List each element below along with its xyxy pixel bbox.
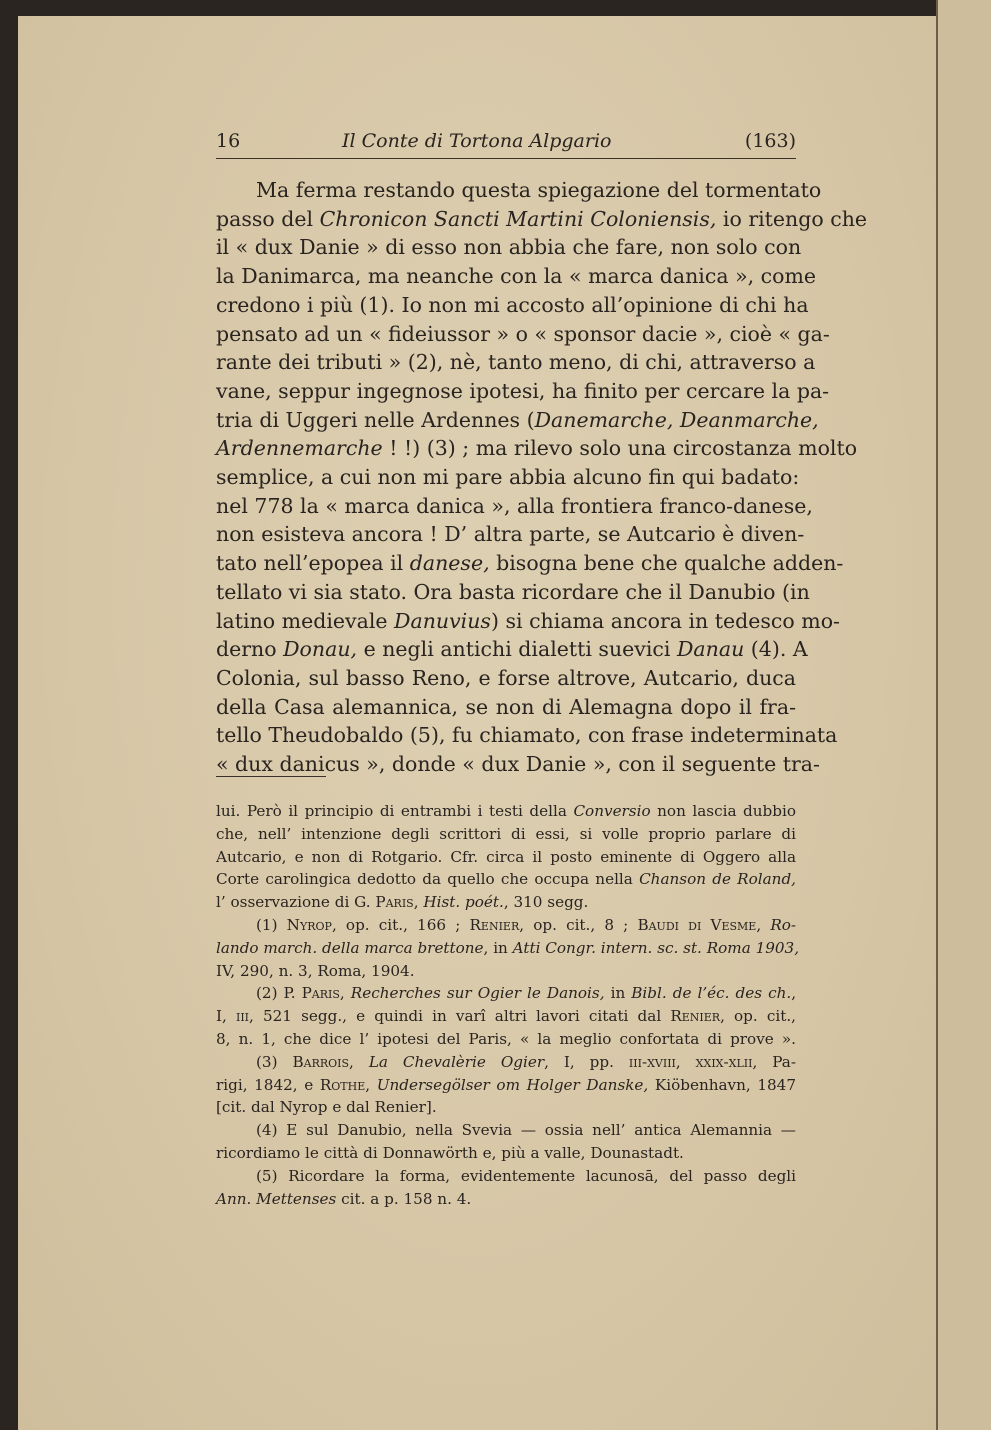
italic-run: Hist. poét.: [423, 893, 504, 912]
small-caps-run: Paris: [301, 984, 340, 1003]
body-line: [216, 664, 796, 693]
body-line: [216, 750, 820, 779]
body-line: [216, 291, 809, 320]
footnote-line: [216, 1119, 796, 1142]
footnote-line: [216, 937, 800, 960]
text-run: ,: [791, 984, 797, 1003]
text-run: (4). A: [744, 637, 808, 662]
small-caps-run: Paris: [375, 893, 414, 912]
header-rule: [216, 158, 796, 159]
text-run: Corte carolingica dedotto da quello che occupa nella: [216, 870, 640, 889]
footnote-line: [216, 1096, 796, 1119]
text-run: ,: [339, 984, 351, 1003]
small-caps-run: Renier: [670, 1007, 721, 1026]
small-caps-run: Baudi di Vesme: [637, 915, 757, 934]
text-run: semplice, a cui non mi pare abbia alcuno fin qui badato:: [216, 465, 800, 490]
text-run: , op. cit., 8 ;: [519, 915, 638, 934]
text-run: (3): [256, 1052, 293, 1071]
italic-run: lando march. della marca brettone: [216, 938, 484, 957]
text-run: Autcario, e non di Rotgario. Cfr. circa il posto eminente di Oggero alla: [216, 847, 796, 866]
text-run: derno: [216, 637, 284, 662]
section-number: (163): [744, 130, 796, 152]
text-run: non esisteva ancora ! D’ altra parte, se Autcario è diven-: [216, 522, 805, 547]
body-line: [216, 578, 810, 607]
text-run: credono i più (1). Io non mi accosto all’opinione di chi ha: [216, 292, 809, 317]
text-run: Kiöbenhavn, 1847: [648, 1075, 797, 1094]
small-caps-run: iii-xviii, xxix-xlii: [628, 1052, 753, 1071]
text-run: , 310 segg.: [503, 893, 589, 912]
footnote-line: [216, 891, 796, 914]
small-caps-run: Nyrop: [286, 915, 332, 934]
text-run: ! !) (3) ; ma rilevo solo una circostanza molto: [382, 436, 858, 461]
body-line: [216, 233, 802, 262]
body-line: [216, 320, 830, 349]
body-line: [216, 176, 822, 205]
text-run: , op. cit., 166 ;: [331, 915, 470, 934]
text-run: , I, pp.: [544, 1052, 629, 1071]
text-run: latino medievale: [216, 608, 395, 633]
text-run: ) si chiama ancora in tedesco mo-: [490, 608, 840, 633]
italic-run: Undersegölser om Holger Danske,: [376, 1075, 649, 1094]
italic-run: Danemarche, Deanmarche,: [534, 407, 819, 432]
text-run: (4) E sul Danubio, nella Svevia — ossia nell’ antica Alemannia —: [256, 1121, 796, 1140]
body-line: [216, 406, 819, 435]
body-line: [216, 348, 816, 377]
text-run: cit. a p. 158 n. 4.: [336, 1189, 472, 1208]
italic-run: La Chevalèrie Ogier: [368, 1052, 545, 1071]
text-run: IV, 290, n. 3, Roma, 1904.: [216, 961, 415, 980]
text-run: io ritengo che: [716, 206, 868, 231]
page-number: 16: [216, 130, 241, 152]
text-run: [cit. dal Nyrop e dal Renier].: [216, 1098, 437, 1117]
text-run: pensato ad un « fideiussor » o « sponsor dacie », cioè « ga-: [216, 321, 830, 346]
text-run: nel 778 la « marca danica », alla frontiera franco-danese,: [216, 493, 813, 518]
body-line: [216, 693, 796, 722]
footnotes: [216, 800, 800, 1210]
text-run: ricordiamo le città di Donnawörth e, più a valle, Dounastadt.: [216, 1143, 684, 1162]
italic-run: Bibl. de l’éc. des ch.: [631, 984, 792, 1003]
body-line: [216, 549, 844, 578]
text-run: il « dux Danie » di esso non abbia che fare, non solo con: [216, 235, 802, 260]
small-caps-run: iii: [235, 1007, 250, 1026]
body-line: [216, 721, 838, 750]
italic-run: Danuvius: [394, 608, 491, 633]
text-run: vane, seppur ingegnose ipotesi, ha finito per cercare la pa-: [216, 378, 830, 403]
text-run: la Danimarca, ma neanche con la « marca danica », come: [216, 264, 817, 289]
body-line: [216, 463, 800, 492]
body-line: [216, 377, 830, 406]
footnote-line: [216, 1188, 796, 1211]
text-run: in: [604, 984, 632, 1003]
adjacent-page-edge: [936, 0, 991, 1430]
text-run: Colonia, sul basso Reno, e forse altrove, Autcario, duca: [216, 665, 796, 690]
text-run: e negli antichi dialetti suevici: [357, 637, 677, 662]
footnote-line: [216, 960, 796, 983]
italic-run: Recherches sur Ogier le Danois,: [350, 984, 605, 1003]
footnote-line: [216, 800, 796, 823]
footnote-line: [216, 1165, 796, 1188]
footnote-line: [216, 1051, 796, 1074]
body-line: [216, 492, 813, 521]
text-run: della Casa alemannica, se non di Alemagna dopo il fra-: [216, 694, 796, 719]
body-line: [216, 635, 808, 664]
text-run: rigi, 1842, e: [216, 1075, 320, 1094]
text-run: « dux danicus », donde « dux Danie », con il seguente tra-: [216, 752, 820, 777]
body-line: [216, 520, 805, 549]
footnote-line: [216, 1074, 796, 1097]
main-text: [216, 176, 868, 779]
text-run: l’ osservazione di G.: [216, 893, 376, 912]
body-line: [216, 607, 840, 636]
footnote-line: [216, 823, 796, 846]
text-run: (2) P.: [256, 984, 302, 1003]
italic-run: Chronicon Sancti Martini Coloniensis,: [319, 206, 717, 231]
running-header: [216, 130, 796, 154]
text-run: lui. Però il principio di entrambi i testi della: [216, 802, 574, 820]
footnote-line: [216, 1142, 796, 1165]
small-caps-run: Renier: [469, 915, 520, 934]
text-run: (1): [256, 915, 287, 934]
small-caps-run: Barrois: [292, 1052, 350, 1071]
text-run: (5) Ricordare la forma, evidentemente lacunosā, del passo degli: [256, 1166, 796, 1185]
text-run: Ma ferma restando questa spiegazione del tormentato: [256, 178, 822, 202]
footnote-line: [216, 1005, 796, 1028]
running-title: Il Conte di Tortona Alpgario: [342, 130, 612, 152]
text-run: ,: [413, 893, 424, 912]
italic-run: Atti Congr. intern. sc. st. Roma 1903,: [512, 938, 800, 957]
text-run: passo del: [216, 206, 320, 231]
footnote-line: [216, 914, 796, 937]
text-run: , Pa-: [752, 1052, 796, 1071]
italic-run: danese,: [409, 551, 490, 576]
text-run: ,: [756, 915, 771, 934]
text-run: tria di Uggeri nelle Ardennes (: [216, 407, 535, 432]
text-run: 8, n. 1, che dice l’ ipotesi del Paris, « la meglio confortata di prove ».: [216, 1029, 796, 1048]
text-run: ,: [365, 1075, 377, 1094]
text-run: rante dei tributi » (2), nè, tanto meno, di chi, attraverso a: [216, 350, 816, 375]
italic-run: Danau: [676, 637, 745, 662]
text-run: , 521 segg., e quindi in varî altri lavori citati dal: [249, 1007, 671, 1026]
body-line: [216, 205, 868, 234]
small-caps-run: Rothe: [319, 1075, 366, 1094]
italic-run: Donau,: [283, 637, 358, 662]
text-run: non lascia dubbio: [650, 802, 796, 820]
footnote-rule: [216, 776, 326, 777]
text-run: ,: [349, 1052, 369, 1071]
text-run: , in: [483, 938, 513, 957]
italic-run: Chanson de Roland,: [639, 870, 796, 889]
text-run: tello Theudobaldo (5), fu chiamato, con frase indeterminata: [216, 723, 838, 748]
body-line: [216, 434, 858, 463]
italic-run: Ardennemarche: [216, 436, 383, 461]
body-line: [216, 262, 817, 291]
italic-run: Conversio: [573, 802, 651, 820]
text-run: che, nell’ intenzione degli scrittori di essi, si volle proprio parlare di: [216, 824, 796, 843]
text-run: tellato vi sia stato. Ora basta ricordare che il Danubio (in: [216, 579, 810, 604]
text-run: bisogna bene che qualche adden-: [489, 551, 844, 576]
text-run: I,: [216, 1007, 236, 1026]
text-run: tato nell’epopea il: [216, 551, 410, 576]
italic-run: Ro-: [770, 915, 797, 934]
footnote-line: [216, 982, 796, 1005]
text-run: , op. cit.,: [720, 1007, 796, 1026]
footnote-line: [216, 1028, 796, 1051]
italic-run: Ann. Mettenses: [216, 1189, 337, 1208]
footnote-line: [216, 868, 796, 891]
footnote-line: [216, 846, 796, 869]
